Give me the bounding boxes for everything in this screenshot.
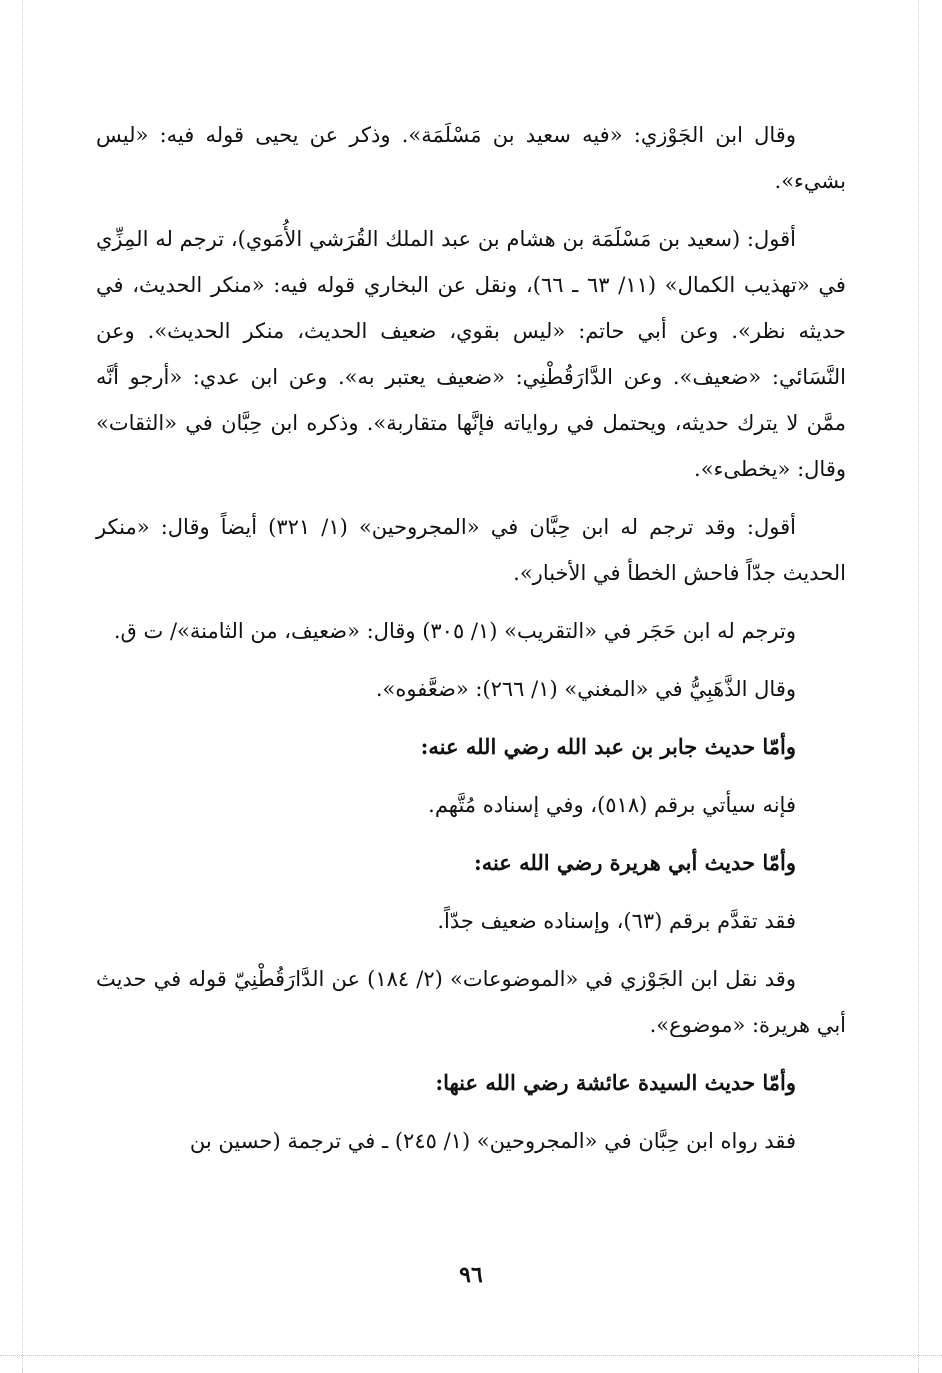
paragraph: وترجم له ابن حَجَر في «التقريب» (١/ ٣٠٥) وقال: «ضعيف، من الثامنة»/ ت ق. (113, 619, 796, 643)
paragraph: فقد رواه ابن حِبَّان في «المجروحين» (١/ ٢٤٥) ـ في ترجمة (حسين بن (189, 1129, 796, 1153)
section-heading: وأمّا حديث السيدة عائشة رضي الله عنها: (435, 1070, 796, 1095)
page-body (96, 112, 846, 1176)
paragraph: وقال ابن الجَوْزي: «فيه سعيد بن مَسْلَمَة». وذكر عن يحيى قوله فيه: «ليس بشيء». (96, 123, 846, 193)
section-heading: وأمّا حديث أبي هريرة رضي الله عنه: (473, 850, 796, 875)
paragraph: وقد نقل ابن الجَوْزي في «الموضوعات» (٢/ ١٨٤) عن الدَّارَقُطْنِيّ قوله في حديث أبي هريرة: «موضوع». (96, 967, 846, 1037)
paragraph: أقول: وقد ترجم له ابن حِبَّان في «المجروحين» (١/ ٣٢١) أيضاً وقال: «منكر الحديث جدّاً فاحش الخطأ في الأخبار». (96, 515, 846, 585)
scan-mark-left (22, 0, 23, 1373)
section-heading: وأمّا حديث جابر بن عبد الله رضي الله عنه: (420, 734, 796, 759)
scan-mark-bottom (0, 1355, 942, 1356)
paragraph: فإنه سيأتي برقم (٥١٨)، وفي إسناده مُتَّهم. (428, 793, 796, 817)
page-number: ٩٦ (459, 1262, 483, 1288)
scan-mark-right (918, 0, 919, 1373)
paragraph: وقال الذَّهَبِيُّ في «المغني» (١/ ٢٦٦): «ضعَّفوه». (375, 677, 796, 701)
paragraph: فقد تقدَّم برقم (٦٣)، وإسناده ضعيف جدّاً. (437, 909, 796, 933)
paragraph: أقول: (سعيد بن مَسْلَمَة بن هشام بن عبد الملك القُرَشي الأُمَوي)، ترجم له المِزِّي في «تهذيب الكمال» (١١/ ٦٣ ـ ٦٦)، ونقل عن البخاري قوله فيه: «منكر الحديث، في حديثه نظر». وعن أبي حاتم: «ليس بقوي، ضعيف الحديث، منكر الحديث». وعن النَّسَائي: «ضعيف». وعن الدَّارَقُطْنِي: «ضعيف يعتبر به». وعن ابن عدي: «أرجو أنَّه ممَّن لا يترك حديثه، ويحتمل في رواياته فإنَّها متقاربة». وذكره ابن حِبَّان في «الثقات» وقال: «يخطىء». (96, 227, 846, 481)
